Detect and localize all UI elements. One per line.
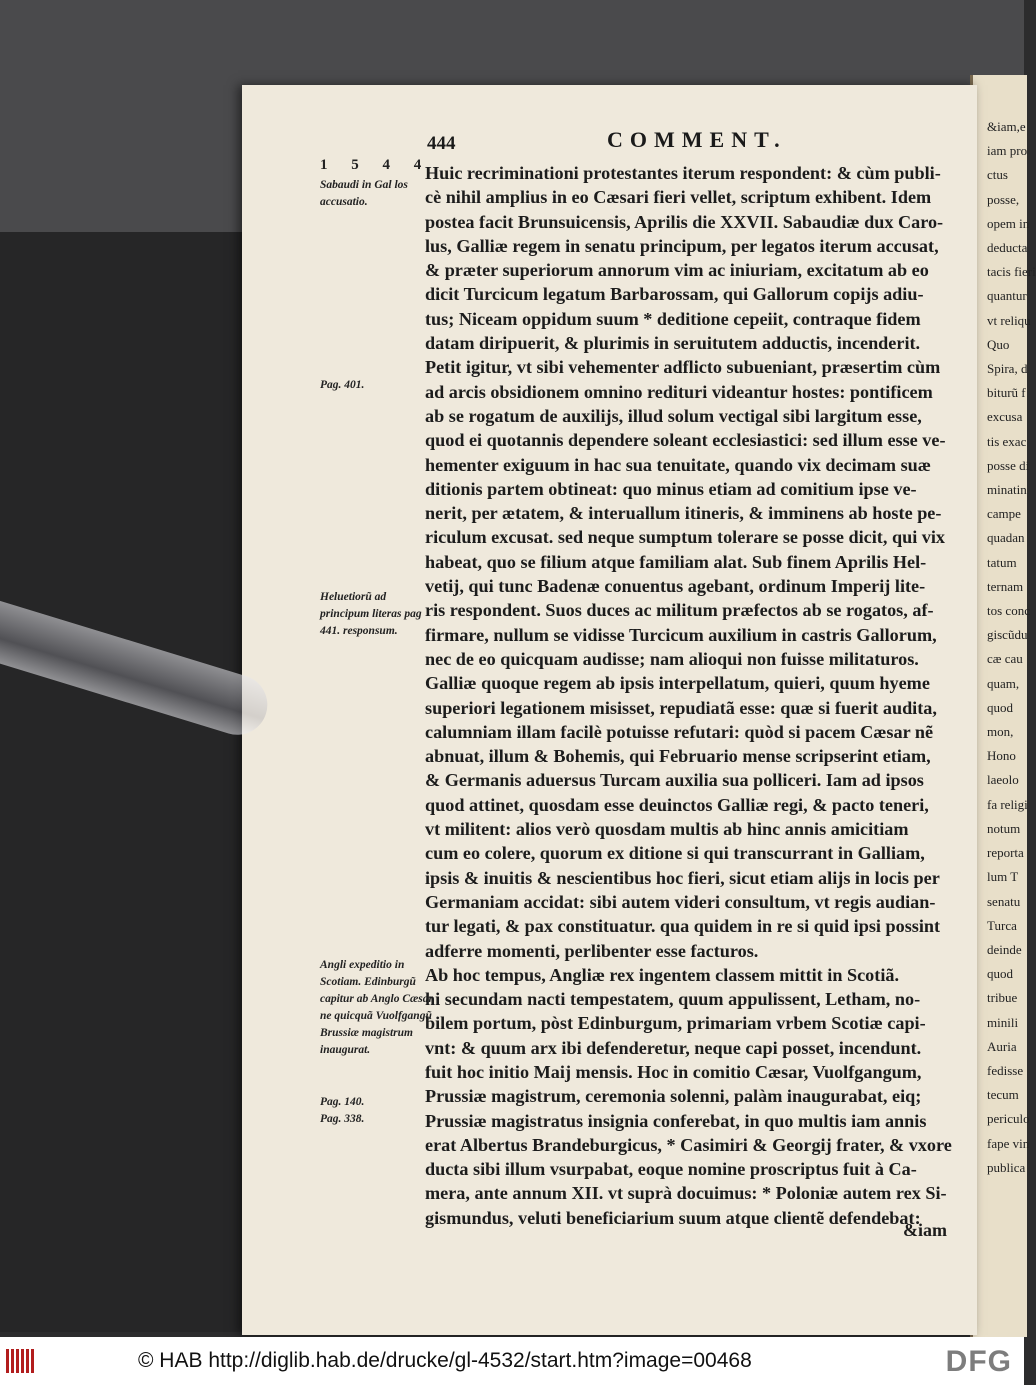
facing-page-fragment: posse di <box>987 457 1030 473</box>
facing-page-fragment: quadan <box>987 530 1025 546</box>
text-line: cum eo colere, quorum ex ditione si qui transcurrant in Galliam, <box>425 843 925 864</box>
copyright-link[interactable]: © HAB http://diglib.hab.de/drucke/gl-4532/start.htm?image=00468 <box>138 1349 752 1372</box>
facing-page-fragment: excusa <box>987 409 1023 425</box>
facing-page-fragment: Hono <box>987 748 1016 764</box>
hab-logo-icon <box>6 1349 36 1373</box>
text-line: ditionis partem obtineat: quo minus etiam ad comitium ipse ve- <box>425 478 917 499</box>
facing-page-fragment: giscũdu <box>987 627 1028 643</box>
facing-page-fragment: Quo <box>987 336 1010 352</box>
text-line: & præter superiorum annorum vim ac iniuriam, excitatum ab eo <box>425 260 929 281</box>
facing-page-fragment: reporta <box>987 845 1024 861</box>
facing-page-fragment: biturũ f <box>987 385 1026 401</box>
facing-page-fragment: fape vin <box>987 1135 1030 1151</box>
facing-page-fragment: tecum <box>987 1087 1019 1103</box>
facing-page-fragment: quam, <box>987 675 1020 691</box>
text-line: quod ei quotannis dependere soleant ecclesiastici: sed illum esse ve- <box>425 430 946 451</box>
facing-page-fragment: laeolo <box>987 772 1019 788</box>
text-line: tus; Niceam oppidum suum * deditione cepeiit, contraque fidem <box>425 308 921 329</box>
footer-bar <box>0 1337 1024 1385</box>
text-line: gismundus, veluti beneficiarium suum atque clientẽ defendebat: <box>425 1207 921 1228</box>
text-line: ducta sibi illum vsurpabat, eoque nomine proscriptus fuit à Ca- <box>425 1159 917 1180</box>
facing-page-fragment: Auria <box>987 1038 1017 1054</box>
margin-note: Heluetiorũ ad principum literas pag 441. responsum. <box>320 591 422 637</box>
margin-note: Pag. 338. <box>320 1113 365 1125</box>
facing-page-fragment: lum T <box>987 869 1019 885</box>
facing-page-fragment: iam pro <box>987 143 1028 159</box>
text-line: & Germanis aduersus Turcam auxilia sua polliceri. Iam ad ipsos <box>425 770 924 791</box>
facing-page-fragment: quantur <box>987 288 1027 304</box>
margin-note: Pag. 401. <box>320 379 365 391</box>
margin-year: 1 5 4 4 <box>320 157 432 173</box>
text-line: Prussiæ magistratus insignia conferebat, in quo multis iam annis <box>425 1110 927 1131</box>
facing-page-fragment: senatu <box>987 893 1021 909</box>
text-line: firmare, nullum se vidisse Turcicum auxilium in castris Gallorum, <box>425 624 937 645</box>
facing-page-fragment: publica <box>987 1159 1026 1175</box>
text-line: ab se rogatum de auxilijs, illud solum vectigal sibi largitum esse, <box>425 405 922 426</box>
text-line: riculum excusat. sed neque sumptum tolerare se posse dicit, qui vix <box>425 527 946 548</box>
text-line: calumniam illam facilè potuisse refutari: quòd si pacem Cæsar nẽ <box>425 721 934 742</box>
page-number: 444 <box>427 133 456 154</box>
text-line: quod attinet, quosdam esse deuinctos Galliæ regi, & pacto teneri, <box>425 794 929 815</box>
facing-page-edge <box>970 75 1036 1337</box>
facing-page-fragment: fa religi <box>987 796 1028 812</box>
text-line: habeat, quo se filium atque familiam alat. Sub finem Aprilis Hel- <box>425 551 927 572</box>
facing-page-fragment: &iam,e <box>987 119 1026 134</box>
text-line: nec de eo quicquam audisse; nam alioqui non fuisse militaturos. <box>425 648 919 669</box>
running-title: COMMENT. <box>607 127 787 152</box>
text-line: cè nihil amplius in eo Cæsari fieri vellet, scriptum exhibent. Idem <box>425 187 932 208</box>
facing-page-fragment: notum <box>987 820 1021 836</box>
facing-page-fragment: posse, <box>987 191 1020 207</box>
facing-page-fragment: cæ cau <box>987 651 1023 667</box>
text-line: adferre momenti, perlibenter esse facturos. <box>425 940 759 961</box>
text-line: postea facit Brunsuicensis, Aprilis die XXVII. Sabaudiæ dux Caro- <box>425 211 944 232</box>
dfg-logo: DFG <box>945 1345 1012 1378</box>
text-line: superiori legationem misisset, repudiatã esse: quæ si fuerit audita, <box>425 697 937 718</box>
text-line: Galliæ quoque regem ab ipsis interpellatum, quieri, quum hyeme <box>425 673 930 694</box>
text-line: Germaniam accidat: sibi autem videri consultum, vt regis audian- <box>425 891 936 912</box>
facing-page-fragment: tacis fieri <box>987 264 1036 280</box>
text-line: lus, Galliæ regem in senatu principum, per legatos iterum accusat, <box>425 235 939 256</box>
text-line: tur legati, & pax constituatur. qua quidem in re si quid ipsi possint <box>425 916 941 937</box>
text-line: vt militent: alios verò quosdam multis ab hinc annis amicitiam <box>425 819 909 840</box>
margin-note: Sabaudi in Gal los accusatio. <box>320 179 408 208</box>
text-line: erat Albertus Brandeburgicus, * Casimiri & Georgij frater, & vxore <box>425 1134 952 1155</box>
facing-page-fragment: Turca <box>987 917 1017 933</box>
text-line: dicit Turcicum legatum Barbarossam, qui Gallorum copijs adiu- <box>425 284 924 305</box>
facing-page-fragment: quod <box>987 966 1013 982</box>
text-line: hi secundam nacti tempestatem, quum appulissent, Letham, no- <box>425 989 921 1010</box>
facing-page-fragment: ctus <box>987 167 1008 183</box>
facing-page-fragment: periculo <box>987 1111 1030 1127</box>
text-line: vnt: & quum arx ibi defenderetur, neque capi posset, incendunt. <box>425 1037 922 1058</box>
facing-page-fragment: vt reliqu <box>987 312 1031 328</box>
margin-note: Angli expeditio in Scotiam. Edinburgũ capitur ab Anglo Cæsar ne quicquã Vuolfgangũ Brussiæ magistrum inaugurat. <box>320 959 434 1056</box>
text-line: vetij, qui tunc Badenæ conuentus agebant, ordinum Imperij lite- <box>425 576 926 597</box>
facing-page-fragment: campe <box>987 506 1021 522</box>
text-line: fuit hoc initio Maij mensis. Hoc in comitio Cæsar, Vuolfgangum, <box>425 1061 922 1082</box>
facing-page-fragment: fedisse <box>987 1062 1024 1078</box>
margin-note: Pag. 140. <box>320 1096 365 1108</box>
text-line: bilem portum, pòst Edinburgum, primariam vrbem Scotiæ capi- <box>425 1013 926 1034</box>
text-line: Prussiæ magistrum, ceremonia solenni, palàm inaugurabat, eiq; <box>425 1086 922 1107</box>
facing-page-fragment: deducta <box>987 240 1028 256</box>
text-line: abnuat, illum & Bohemis, qui Februario mense scripserint etiam, <box>425 746 931 767</box>
facing-page-fragment: tos conc <box>987 603 1030 619</box>
text-line: Huic recriminationi protestantes iterum respondent: & cùm publi- <box>425 163 941 183</box>
facing-page-fragment: Spira, d <box>987 361 1028 377</box>
facing-page-fragment: tatum <box>987 554 1017 570</box>
text-line: ipsis & inuitis & nescientibus hoc fieri, sicut etiam alijs in locis per <box>425 867 940 888</box>
facing-page-fragment: minili <box>987 1014 1019 1030</box>
facing-page-fragment: tribue <box>987 990 1018 1006</box>
text-line: mera, ante annum XII. vt suprà docuimus: * Poloniæ autem rex Si- <box>425 1183 947 1204</box>
facing-page-fragment: deinde <box>987 941 1022 957</box>
facing-page-fragment: tis exac <box>987 433 1027 449</box>
facing-page-fragment: mon, <box>987 724 1014 740</box>
facing-page-fragment: minatin <box>987 482 1027 498</box>
text-line: Petit igitur, vt sibi vehementer adflicto subueniant, præsertim cùm <box>425 357 941 378</box>
body-text <box>425 161 960 1230</box>
text-line: hementer exiguum in hac sua tenuitate, quando vix decimam suæ <box>425 454 931 475</box>
facing-page-fragment: ternam <box>987 578 1024 594</box>
text-line: nerit, per ætatem, & interuallum itineris, & imminens ab hoste pe- <box>425 503 942 524</box>
catchword: &iam <box>903 1220 947 1240</box>
facing-page-fragment: quod <box>987 699 1013 715</box>
facing-page-fragment: opem in <box>987 215 1030 231</box>
text-line: datam diripuerit, & plurimis in seruitutem adductis, incenderit. <box>425 333 921 354</box>
text-line: ad arcis obsidionem omnino redituri videantur hostes: pontificem <box>425 381 933 402</box>
book-page <box>242 85 977 1335</box>
text-line: ris respondent. Suos duces ac militum præfectos ab se rogatos, af- <box>425 600 934 621</box>
text-line: Ab hoc tempus, Angliæ rex ingentem classem mittit in Scotiã. <box>425 964 900 985</box>
